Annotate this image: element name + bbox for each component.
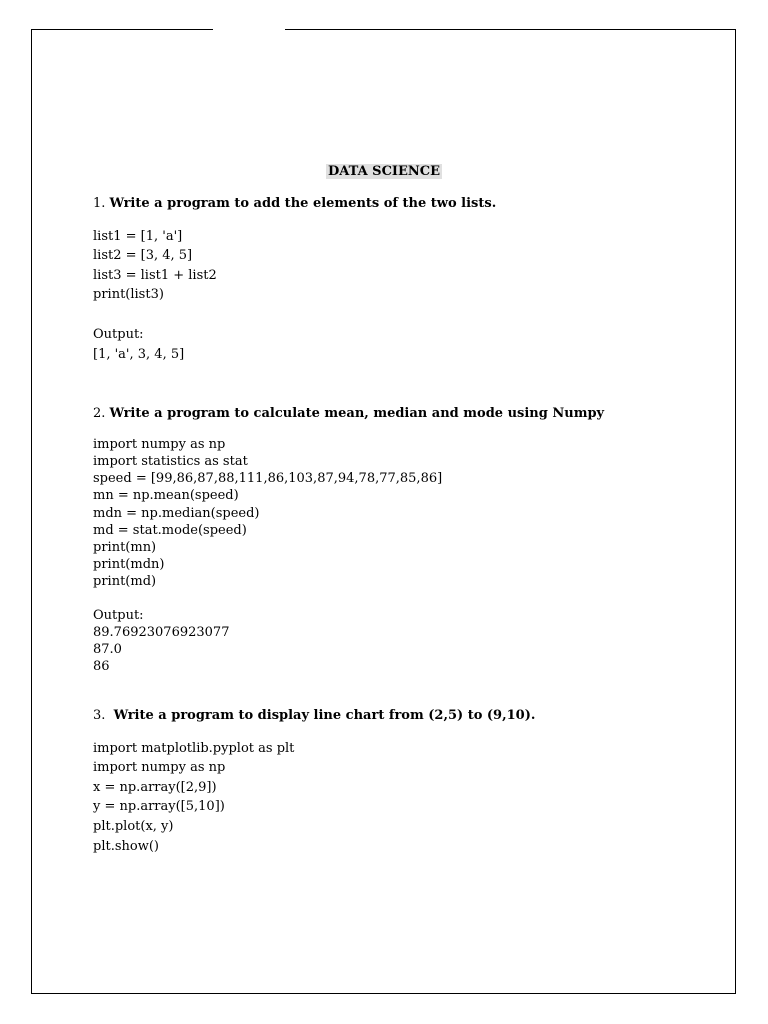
q1-output-label: Output: xyxy=(93,327,144,342)
q2-code-line: print(mn) xyxy=(93,540,157,555)
q2-output-line: 89.76923076923077 xyxy=(93,625,230,640)
question-2: 2. Write a program to calculate mean, median and mode using Numpy xyxy=(93,406,605,421)
q2-code-line: import numpy as np xyxy=(93,437,226,452)
q2-code-line: print(md) xyxy=(93,574,157,589)
q2-output-line: 87.0 xyxy=(93,642,122,657)
q1-code-line: list3 = list1 + list2 xyxy=(93,268,217,283)
q2-output-label: Output: xyxy=(93,608,144,623)
q1-code-line: print(list3) xyxy=(93,287,164,302)
q3-code-line: import matplotlib.pyplot as plt xyxy=(93,741,295,756)
q3-code-line: import numpy as np xyxy=(93,760,226,775)
question-3: 3. Write a program to display line chart from (2,5) to (9,10). xyxy=(93,708,536,723)
question-1: 1. Write a program to add the elements of the two lists. xyxy=(93,196,497,211)
q2-code-line: md = stat.mode(speed) xyxy=(93,523,247,538)
q3-code-line: y = np.array([5,10]) xyxy=(93,799,225,814)
border-gap xyxy=(213,27,285,32)
q2-code-line: mdn = np.median(speed) xyxy=(93,506,260,521)
q2-output-line: 86 xyxy=(93,659,110,674)
q2-code-line: mn = np.mean(speed) xyxy=(93,488,239,503)
q1-output-line: [1, 'a', 3, 4, 5] xyxy=(93,347,185,362)
q2-code-line: import statistics as stat xyxy=(93,454,248,469)
q3-code-line: plt.show() xyxy=(93,839,159,854)
q3-code-line: plt.plot(x, y) xyxy=(93,819,174,834)
q2-code-line: print(mdn) xyxy=(93,557,165,572)
page-title: DATA SCIENCE xyxy=(327,164,441,179)
q1-code-line: list1 = [1, 'a'] xyxy=(93,229,183,244)
q3-code-line: x = np.array([2,9]) xyxy=(93,780,217,795)
q2-code-line: speed = [99,86,87,88,111,86,103,87,94,78,77,85,86] xyxy=(93,471,443,486)
q1-code-line: list2 = [3, 4, 5] xyxy=(93,248,193,263)
